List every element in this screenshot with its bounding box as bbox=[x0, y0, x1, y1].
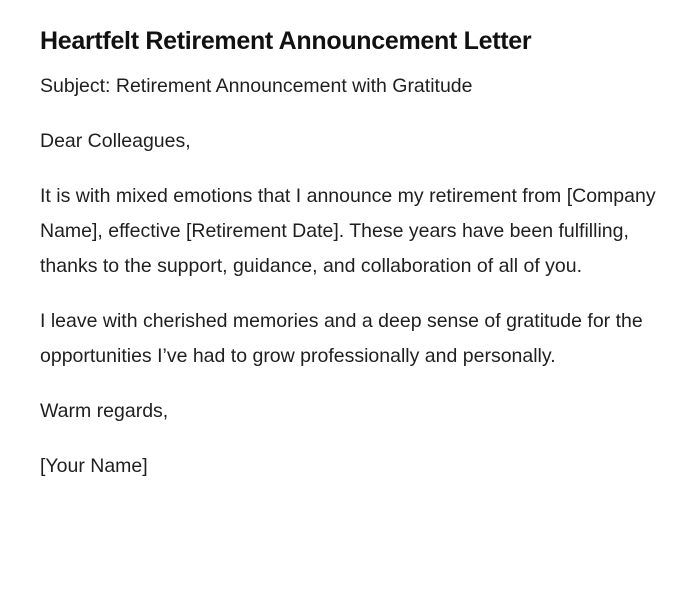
letter-subject: Subject: Retirement Announcement with Gratitude bbox=[40, 75, 473, 97]
letter-paragraph-2: I leave with cherished memories and a deep sense of gratitude for the opportunities I’ve had to grow professionally and personally. bbox=[40, 309, 643, 368]
letter-salutation: Dear Colleagues, bbox=[40, 129, 191, 152]
letter-signature: [Your Name] bbox=[40, 454, 148, 477]
letter-paragraph-1: It is with mixed emotions that I announce my retirement from [Company Name], effective [Retirement Date]. These years have been fulfilling, thanks to the support, guidance, and collaboration of all of you. bbox=[40, 184, 656, 278]
letter-document bbox=[40, 24, 660, 484]
letter-closing: Warm regards, bbox=[40, 400, 169, 423]
letter-title: Heartfelt Retirement Announcement Letter bbox=[40, 27, 532, 55]
